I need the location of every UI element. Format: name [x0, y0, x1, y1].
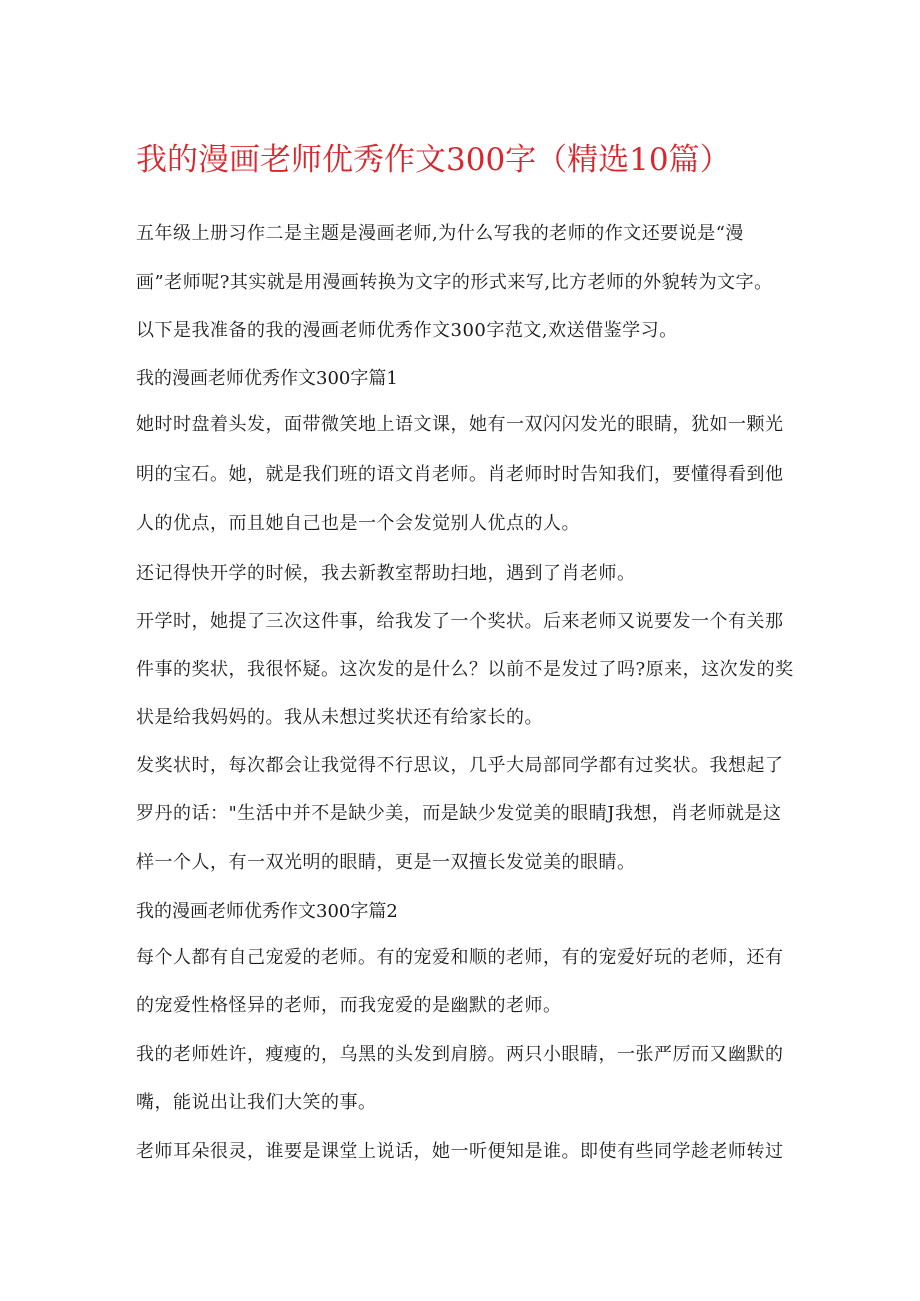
paragraph-line: 她时时盘着头发，面带微笑地上语文课，她有一双闪闪发光的眼睛，犹如一颗光 — [136, 414, 784, 435]
document-title: 我的漫画老师优秀作文300字（精选10篇） — [136, 142, 731, 178]
paragraph-line: 明的宝石。她，就是我们班的语文肖老师。肖老师时时告知我们，要懂得看到他 — [136, 464, 784, 485]
paragraph-line: 画”老师呢?其实就是用漫画转换为文字的形式来写,比方老师的外貌转为文字。 — [136, 272, 773, 293]
paragraph-line: 老师耳朵很灵，谁要是课堂上说话，她一听便知是谁。即使有些同学趁老师转过 — [136, 1141, 784, 1162]
paragraph-line: 状是给我妈妈的。我从未想过奖状还有给家长的。 — [136, 707, 543, 728]
paragraph-line: 的宠爱性格怪异的老师，而我宠爱的是幽默的老师。 — [136, 995, 562, 1016]
paragraph-line: 发奖状时，每次都会让我觉得不行思议，几乎大局部同学都有过奖状。我想起了 — [136, 755, 784, 776]
paragraph-line: 我的老师姓许，瘦瘦的，乌黑的头发到肩膀。两只小眼睛，一张严厉而又幽默的 — [136, 1044, 784, 1065]
paragraph-line: 每个人都有自己宠爱的老师。有的宠爱和顺的老师，有的宠爱好玩的老师，还有 — [136, 947, 784, 968]
section-heading: 我的漫画老师优秀作文300字篇2 — [136, 901, 398, 922]
paragraph-line: 五年级上册习作二是主题是漫画老师,为什么写我的老师的作文还要说是“漫 — [136, 223, 744, 244]
section-heading: 我的漫画老师优秀作文300字篇1 — [136, 368, 398, 389]
paragraph-line: 样一个人，有一双光明的眼睛，更是一双擅长发觉美的眼睛。 — [136, 852, 636, 873]
paragraph-line: 件事的奖状，我很怀疑。这次发的是什么？以前不是发过了吗?原来，这次发的奖 — [136, 659, 794, 680]
paragraph-line: 罗丹的话："生活中并不是缺少美，而是缺少发觉美的眼睛J我想，肖老师就是这 — [136, 803, 782, 824]
paragraph-line: 嘴，能说出让我们大笑的事。 — [136, 1092, 377, 1113]
paragraph-line: 以下是我准备的我的漫画老师优秀作文300字范文,欢送借鉴学习。 — [136, 320, 678, 341]
paragraph-line: 人的优点，而且她自己也是一个会发觉别人优点的人。 — [136, 513, 580, 534]
paragraph-line: 还记得快开学的时候，我去新教室帮助扫地，遇到了肖老师。 — [136, 563, 636, 584]
paragraph-line: 开学时，她提了三次这件事，给我发了一个奖状。后来老师又说要发一个有关那 — [136, 611, 784, 632]
